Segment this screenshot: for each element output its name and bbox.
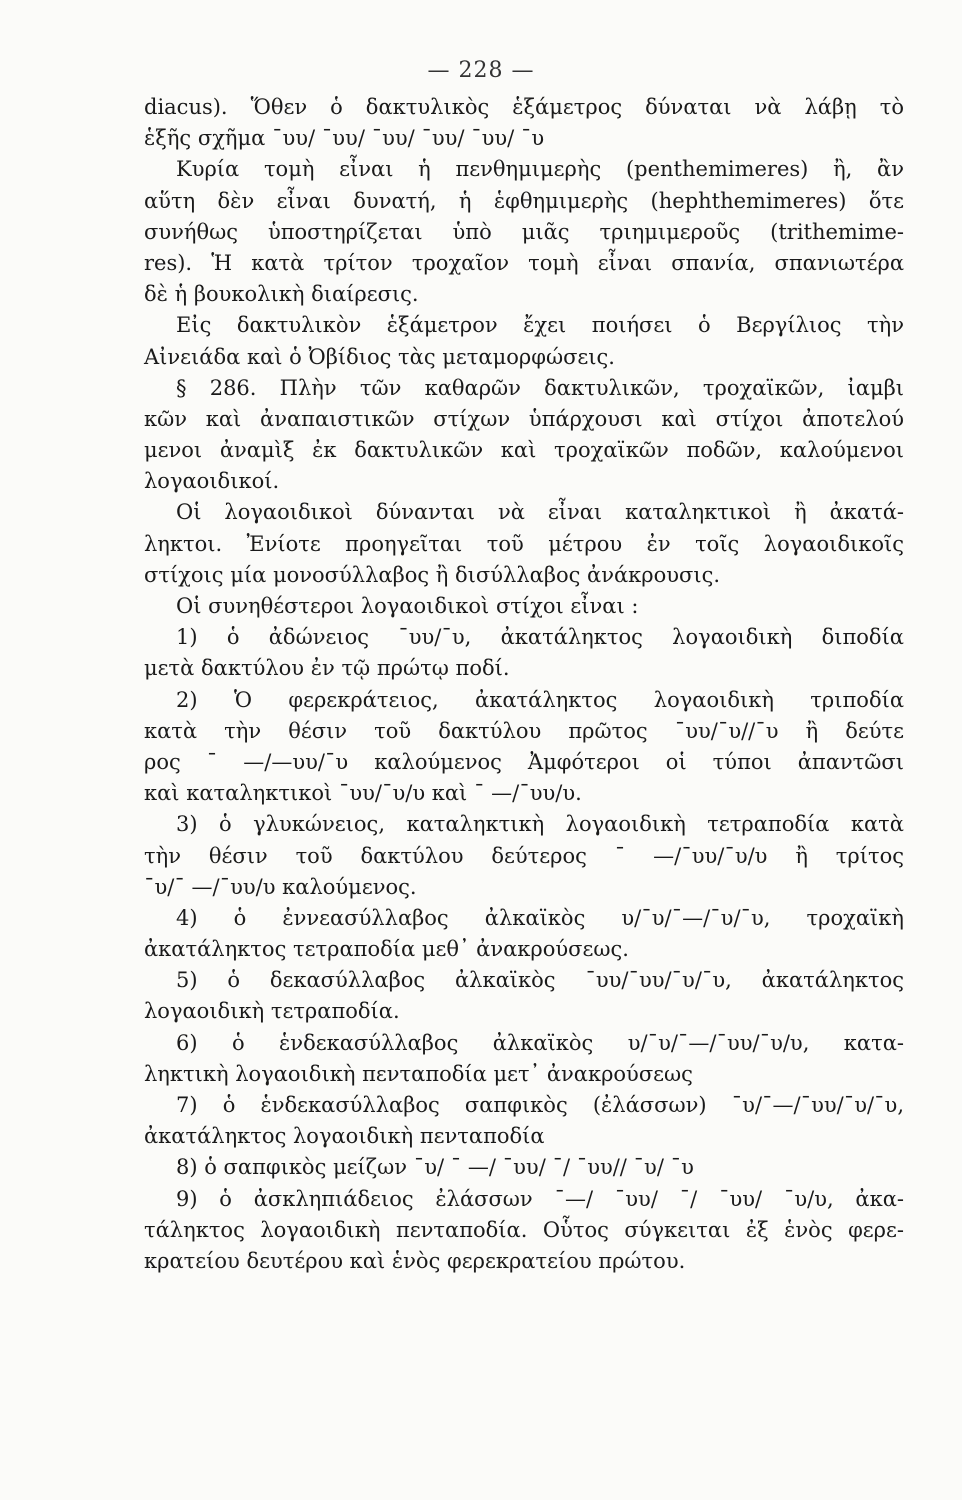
text-line: μετὰ δακτύλου ἐν τῷ πρώτῳ ποδί. [144,656,510,681]
text-line: ἑξῆς σχῆμα ˉυυ/ ˉυυ/ ˉυυ/ ˉυυ/ ˉυυ/ ˉυ [144,126,545,151]
text-line: ἀκατάληκτος λογαοιδικὴ πενταποδία [144,1124,545,1149]
text-line: 4) ὁ ἐννεασύλλαβος ἀλκαϊκὸς υ/ˉυ/ˉ—/ˉυ/ˉυ, τροχαϊκὴ [176,905,904,930]
text-line: Οἱ συνηθέστεροι λογαοιδικοὶ στίχοι εἶναι : [176,594,639,618]
text-line: Αἰνειάδα καὶ ὁ Ὀβίδιος τὰς μεταμορφώσεις. [144,344,615,369]
text-line: μενοι ἀναμὶξ ἐκ δακτυλικῶν καὶ τροχαϊκῶν ποδῶν, καλούμενοι [144,438,904,463]
text-line: res). Ἡ κατὰ τρίτον τροχαῖον τομὴ εἶναι σπανία, σπανιωτέρα [144,250,904,275]
text-line: ˉυ/ˉ —/ˉυυ/υ καλούμενος. [144,874,417,899]
body-text [144,92,904,1277]
text-line: ρος ˉ —/—υυ/ˉυ καλούμενος Ἀμφότεροι οἱ τύποι ἀπαντῶσι [144,749,904,774]
text-line: 7) ὁ ἑνδεκασύλλαβος σαπφικὸς (ἐλάσσων) ˉυ/ˉ—/ˉυυ/ˉυ/ˉυ, [176,1093,904,1117]
text-line: 9) ὁ ἀσκληπιάδειος ἐλάσσων ˉ—/ ˉυυ/ ˉ/ ˉυυ/ ˉυ/υ, ἀκα- [176,1186,904,1211]
text-line: τὴν θέσιν τοῦ δακτύλου δεύτερος ˉ —/ˉυυ/ˉυ/υ ἢ τρίτος [144,843,904,868]
text-line: συνήθως ὑποστηρίζεται ὑπὸ μιᾶς τριημιμεροῦς (trithemime- [144,219,904,244]
text-line: κῶν καὶ ἀναπαιστικῶν στίχων ὑπάρχουσι καὶ στίχοι ἀποτελού [144,406,904,431]
text-line: λογαοιδικὴ τετραποδία. [144,999,400,1024]
text-line: diacus). Ὅθεν ὁ δακτυλικὸς ἑξάμετρος δύναται νὰ λάβῃ τὸ [144,95,904,119]
text-line: 5) ὁ δεκασύλλαβος ἀλκαϊκὸς ˉυυ/ˉυυ/ˉυ/ˉυ, ἀκατάληκτος [176,968,904,993]
text-line: Κυρία τομὴ εἶναι ἡ πενθημιμερὴς (penthemimeres) ἢ, ἂν [176,157,904,182]
text-line: Οἱ λογαοιδικοὶ δύνανται νὰ εἶναι καταληκτικοὶ ἢ ἀκατά- [176,500,904,525]
text-line: 3) ὁ γλυκώνειος, καταληκτικὴ λογαοιδικὴ τετραποδία κατὰ [176,812,904,837]
text-line: αὕτη δὲν εἶναι δυνατή, ἡ ἑφθημιμερὴς (hephthemimeres) ὅτε [144,188,904,213]
text-line: κρατείου δευτέρου καὶ ἑνὸς φερεκρατείου πρώτου. [144,1248,686,1273]
text-line: § 286. Πλὴν τῶν καθαρῶν δακτυλικῶν, τροχαϊκῶν, ἰαμβι [176,375,904,400]
text-line: κατὰ τὴν θέσιν τοῦ δακτύλου πρῶτος ˉυυ/ˉυ//ˉυ ἢ δεύτε [144,718,904,743]
text-line: ἀκατάληκτος τετραποδία μεθ᾽ ἀνακρούσεως. [144,937,629,962]
text-line: δὲ ἡ βουκολικὴ διαίρεσις. [144,282,419,307]
page-number: — 228 — [427,58,535,83]
text-line: ληκτοι. Ἐνίοτε προηγεῖται τοῦ μέτρου ἐν τοῖς λογαοιδικοῖς [144,531,904,556]
text-line: λογαοιδικοί. [144,469,280,494]
text-line: 6) ὁ ἑνδεκασύλλαβος ἀλκαϊκὸς υ/ˉυ/ˉ—/ˉυυ/ˉυ/υ, κατα- [176,1030,904,1055]
text-line: Εἰς δακτυλικὸν ἑξάμετρον ἔχει ποιήσει ὁ Βεργίλιος τὴν [176,313,904,338]
text-line: στίχοις μία μονοσύλλαβος ἢ δισύλλαβος ἀνάκρουσις. [144,562,721,587]
text-line: 1) ὁ ἀδώνειος ˉυυ/ˉυ, ἀκατάληκτος λογαοιδικὴ διποδία [176,625,904,650]
text-line: 2) Ὁ φερεκράτειος, ἀκατάληκτος λογαοιδικὴ τριποδία [176,687,904,712]
text-line: 8) ὁ σαπφικὸς μείζων ˉυ/ ˉ —/ ˉυυ/ ˉ/ ˉυυ// ˉυ/ ˉυ [176,1155,694,1180]
text-line: τάληκτος λογαοιδικὴ πενταποδία. Οὗτος σύγκειται ἐξ ἑνὸς φερε- [144,1217,904,1242]
text-line: καὶ καταληκτικοὶ ˉυυ/ˉυ/υ καὶ ˉ —/ˉυυ/υ. [144,781,582,806]
text-line: ληκτικὴ λογαοιδικὴ πενταποδία μετ᾽ ἀνακρούσεως [144,1061,693,1086]
